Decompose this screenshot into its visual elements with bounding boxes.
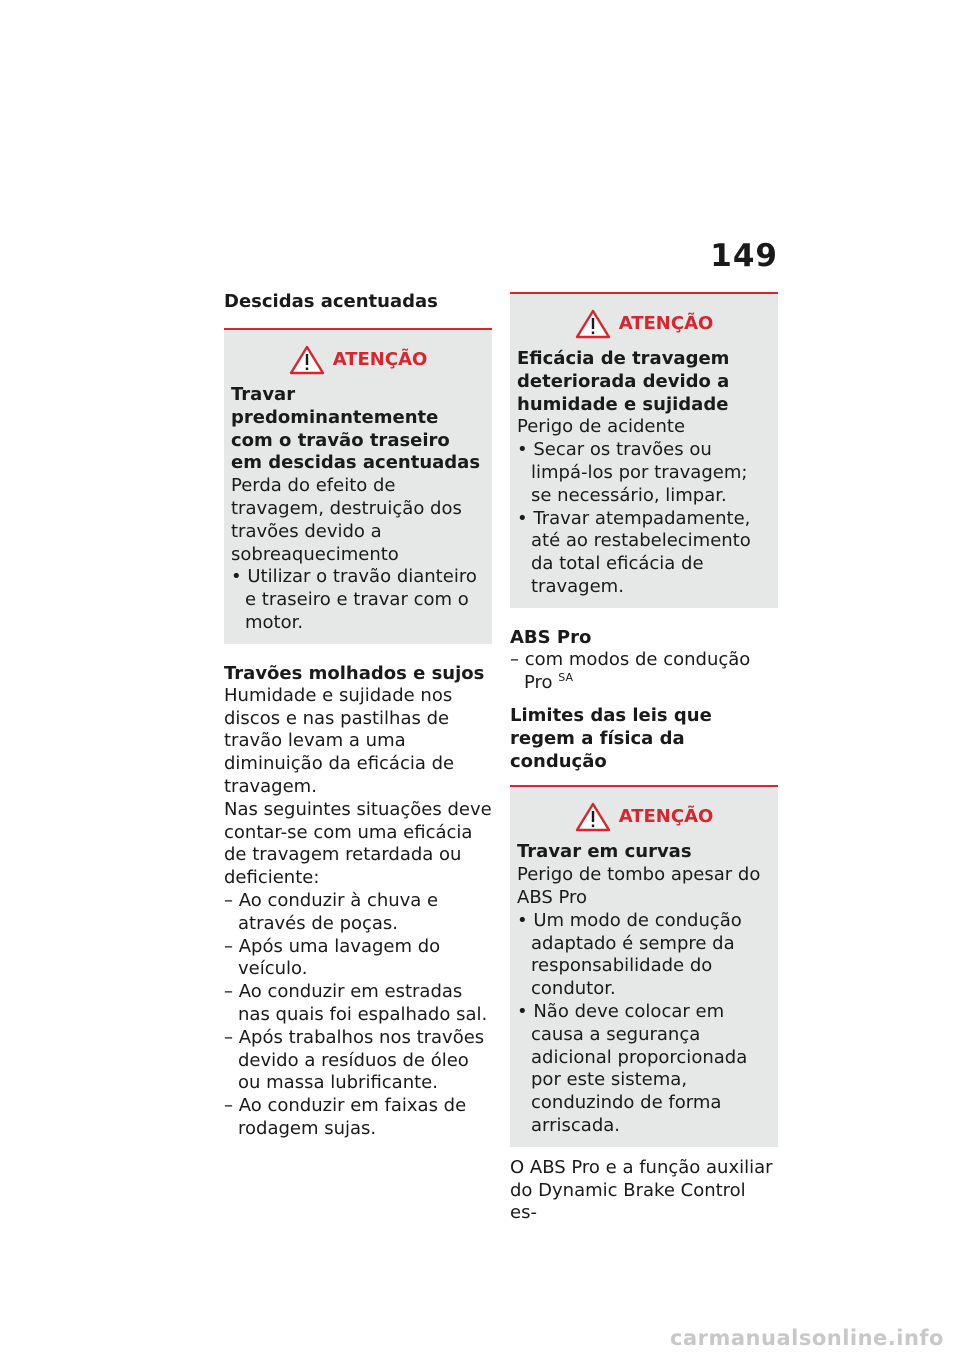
paragraph: Nas seguintes situações deve contar-se com uma eficácia de travagem retardada ou deficiente:	[224, 798, 492, 889]
warning-bullet-text: Secar os travões ou limpá-los por travagem; se necessário, limpar.	[531, 439, 748, 506]
list-item-text: Ao conduzir em faixas de rodagem sujas.	[238, 1095, 467, 1139]
list-item-text: Ao conduzir à chuva e através de poças.	[238, 889, 439, 934]
warning-bullet: • Um modo de condução adaptado é sempre da responsabilidade do condutor.	[517, 909, 742, 1000]
warning-bullet: • Não deve colocar em causa a segurança adicional proporcionada por este sistema, conduzindo de forma arriscada.	[517, 1000, 748, 1136]
warning-title: Travar em curvas	[517, 841, 692, 863]
section-title-abs-pro: ABS Pro	[510, 626, 592, 648]
paragraph: Humidade e sujidade nos discos e nas pastilhas de travão levam a uma diminuição da eficácia de travagem.	[224, 684, 455, 797]
paragraph: O ABS Pro e a função auxiliar do Dynamic Brake Control es-	[510, 1156, 773, 1224]
right-column	[510, 292, 778, 1225]
warning-header	[231, 340, 485, 380]
section-title-limites: Limites das leis que regem a física da condução	[510, 705, 712, 773]
dash-list	[224, 890, 492, 1141]
warning-triangle-icon	[575, 802, 611, 832]
page-number: 149	[710, 238, 778, 274]
list-item-text: com modos de condução Pro	[524, 648, 751, 693]
warning-bullet: • Secar os travões ou limpá-los por travagem; se necessário, limpar.	[517, 439, 748, 506]
list-item: – Após uma lavagem do veículo.	[224, 935, 441, 980]
section-title-travoes-molhados: Travões molhados e sujos	[224, 662, 485, 684]
warning-triangle-icon	[289, 345, 325, 375]
warning-bullet-text: Um modo de condução adaptado é sempre da responsabilidade do condutor.	[531, 909, 742, 1000]
list-item: – Ao conduzir à chuva e através de poças.	[224, 889, 439, 934]
warning-title: Eficácia de travagem deteriorada devido a humidade e sujidade	[517, 348, 730, 415]
list-item: – Após trabalhos nos travões devido a resíduos de óleo ou massa lubrificante.	[224, 1026, 485, 1094]
warning-bullet: • Utilizar o travão dianteiro e traseiro e travar com o motor.	[231, 566, 477, 633]
warning-header	[517, 797, 771, 837]
list-item: – Ao conduzir em faixas de rodagem sujas.	[224, 1095, 467, 1139]
warning-label: ATENÇÃO	[332, 348, 428, 370]
warning-box-descidas	[224, 328, 492, 644]
list-item-text: Ao conduzir em estradas nas quais foi espalhado sal.	[238, 981, 488, 1025]
warning-label: ATENÇÃO	[618, 312, 714, 334]
warning-header	[517, 304, 771, 344]
warning-label: ATENÇÃO	[618, 805, 714, 827]
list-item-text: Após uma lavagem do veículo.	[238, 935, 441, 980]
warning-bullet-text: Travar atempadamente, até ao restabelecimento da total eficácia de travagem.	[531, 507, 751, 597]
sa-superscript: SA	[558, 670, 574, 684]
warning-bullet-text: Não deve colocar em causa a segurança adicional proporcionada por este sistema, conduzindo de forma arriscada.	[531, 1000, 748, 1136]
warning-triangle-icon	[575, 309, 611, 339]
list-item: – Ao conduzir em estradas nas quais foi espalhado sal.	[224, 981, 488, 1025]
left-column	[224, 290, 492, 1141]
section-title-descidas: Descidas acentuadas	[224, 291, 438, 312]
warning-bullet-text: Utilizar o travão dianteiro e traseiro e travar com o motor.	[245, 566, 477, 633]
warning-bullet: • Travar atempadamente, até ao restabelecimento da total eficácia de travagem.	[517, 507, 751, 597]
list-item: – com modos de condução Pro $^{SA}$	[510, 648, 751, 693]
warning-box-eficacia	[510, 292, 778, 608]
watermark-footer: carmanualsonline.info	[670, 1326, 944, 1350]
warning-text: Perigo de acidente	[517, 416, 686, 438]
list-item-text: Após trabalhos nos travões devido a resíduos de óleo ou massa lubrificante.	[238, 1026, 485, 1094]
warning-text: Perigo de tombo apesar do ABS Pro	[517, 864, 761, 908]
warning-title: Travar predominantemente com o travão traseiro em descidas acentuadas	[231, 384, 481, 474]
warning-text: Perda do efeito de travagem, destruição dos travões devido a sobreaquecimento	[231, 475, 462, 565]
warning-box-curvas	[510, 785, 778, 1146]
